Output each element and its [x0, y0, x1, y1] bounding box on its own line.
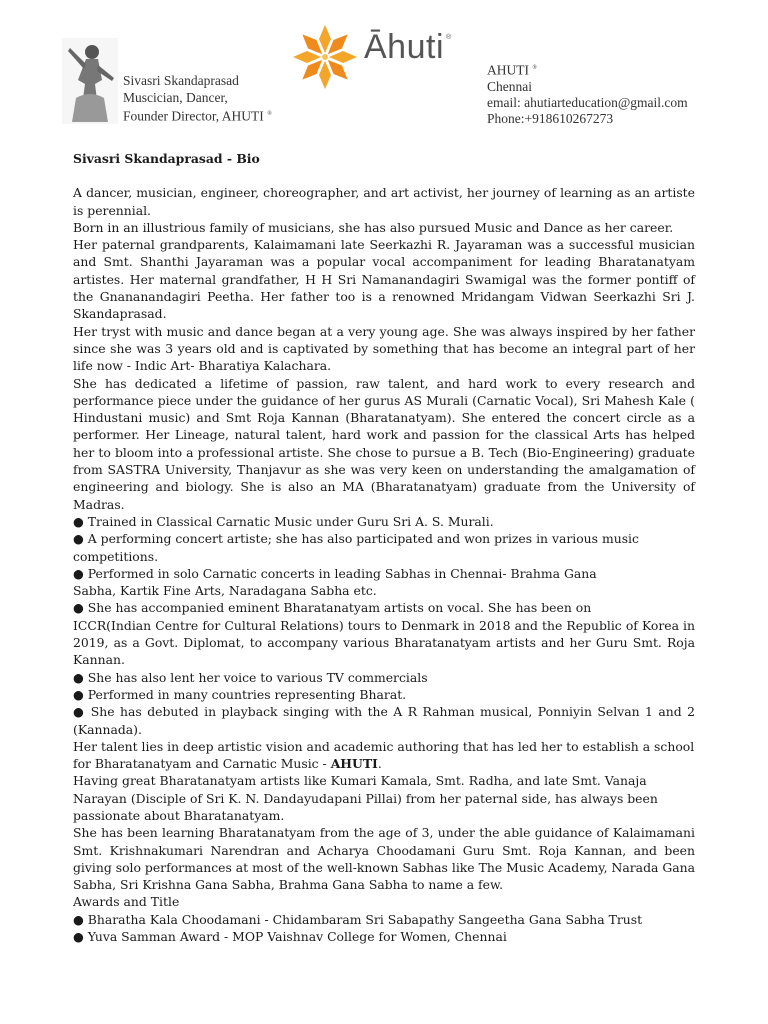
paragraph-intro: A dancer, musician, engineer, choreographer, and art activist, her journey of learning as an artiste is perennial.	[73, 185, 695, 218]
paragraph-tryst: Her tryst with music and dance began at a very young age. She was always inspired by her father since she was 3 years old and is captivated by something that has become an integral part of her life now - Indic Art- Bharatiya Kalachara.	[73, 323, 695, 374]
founder-title-line	[123, 106, 272, 125]
bullet-tv: ● She has also lent her voice to various TV commercials	[73, 669, 695, 686]
bullet-trained: ● Trained in Classical Carnatic Music under Guru Sri A. S. Murali.	[73, 513, 695, 530]
founder-title: Founder Director, AHUTI	[123, 108, 264, 124]
founder-name: Sivasri Skandaprasad	[123, 73, 239, 88]
ahuti-logo-text: Āhuti	[364, 28, 444, 66]
paragraph-school	[73, 738, 695, 773]
bullet-solo-concerts-cont: Sabha, Kartik Fine Arts, Naradagana Sabha etc.	[73, 583, 377, 599]
bullet-accompanied: ● She has accompanied eminent Bharatanatyam artists on vocal. She has been on	[73, 599, 695, 616]
paragraph-artists: Having great Bharatanatyam artists like Kumari Kamala, Smt. Radha, and late Smt. Vanaja Narayan (Disciple of Sri K. N. Dandayudapani Pillai) from her paternal side, has always been passionate about Bharatanatyam.	[73, 773, 658, 823]
paragraph-family: Born in an illustrious family of musicians, she has also pursued Music and Dance as her career.	[73, 219, 674, 235]
contact-block	[487, 60, 688, 127]
bullet-accompanied-cont: ICCR(Indian Centre for Cultural Relations) tours to Denmark in 2018 and the Republic of Korea in 2019, as a Govt. Diplomat, to accompany various Bharatanatyam artists and her Guru Smt. Roja Kannan.	[73, 617, 695, 668]
bullet-countries: ● Performed in many countries representing Bharat.	[73, 686, 695, 703]
logo-reg-mark: ®	[446, 34, 452, 41]
org-name: AHUTI	[487, 62, 529, 78]
paragraph-dedication: She has dedicated a lifetime of passion, raw talent, and hard work to every research and performance piece under the guidance of her gurus AS Murali (Carnatic Vocal), Sri Mahesh Kale ( Hindustani music) and Smt Roja Kannan (Bharatanatyam). She entered the concert circle as a performer. Her Lineage, natural talent, hard work and passion for the classical Arts has helped her to bloom into a professional artiste. She chose to pursue a B. Tech (Bio-Engineering) graduate from SASTRA University, Thanjavur as she was very keen on understanding the amalgamation of engineering and biology. She is also an MA (Bharatanatyam) graduate from the University of Madras.	[73, 375, 695, 512]
paragraph-grandparents: Her paternal grandparents, Kalaimamani late Seerkazhi R. Jayaraman was a successful musician and Smt. Shanthi Jayaraman was a popular vocal accompaniment for leading Bharatanatyam artistes. Her maternal grandfather, H H Sri Namanandagiri Swamigal was the former pontiff of the Gnananandagiri Peetha. Her father too is a renowned Mridangam Vidwan Seerkazhi Sri J. Skandaprasad.	[73, 237, 695, 322]
founder-role: Muscician, Dancer,	[123, 90, 228, 105]
bullet-solo-concerts: ● Performed in solo Carnatic concerts in leading Sabhas in Chennai- Brahma Gana	[73, 565, 695, 582]
org-city: Chennai	[487, 78, 532, 94]
bio-content	[73, 150, 695, 945]
school-name: AHUTI	[330, 756, 378, 772]
paragraph-school-text: Her talent lies in deep artistic vision and academic authoring that has led her to establish a school for Bharatanatyam and Carnatic Music -	[73, 738, 695, 772]
org-phone: Phone:+918610267273	[487, 110, 614, 126]
org-name-line	[487, 60, 688, 79]
org-reg: ®	[532, 65, 537, 71]
org-email: email: ahutiarteducation@gmail.com	[487, 94, 688, 110]
bullet-performing: ● A performing concert artiste; she has also participated and won prizes in various music competitions.	[73, 530, 695, 565]
founder-block	[123, 72, 272, 125]
paragraph-school-end: .	[377, 756, 382, 772]
bio-title: Sivasri Skandaprasad - Bio	[73, 151, 260, 166]
founder-reg: ®	[267, 111, 272, 117]
award-item: ● Yuva Samman Award - MOP Vaishnav College for Women, Chennai	[73, 928, 695, 945]
awards-heading: Awards and Title	[73, 894, 180, 910]
letterhead	[0, 0, 768, 140]
ahuti-logo-flower-icon	[290, 22, 360, 92]
dancer-figure-icon	[62, 38, 118, 124]
paragraph-learning: She has been learning Bharatanatyam from the age of 3, under the able guidance of Kalaimamani Smt. Krishnakumari Narendran and Acharya Choodamani Guru Smt. Roja Kannan, and been giving solo performances at most of the well-known Sabhas like The Music Academy, Narada Gana Sabha, Sri Krishna Gana Sabha, Brahma Gana Sabha to name a few.	[73, 825, 695, 893]
award-item: ● Bharatha Kala Choodamani - Chidambaram Sri Sabapathy Sangeetha Gana Sabha Trust	[73, 911, 695, 928]
bullet-playback: ● She has debuted in playback singing with the A R Rahman musical, Ponniyin Selvan 1 and 2 (Kannada).	[73, 703, 695, 738]
